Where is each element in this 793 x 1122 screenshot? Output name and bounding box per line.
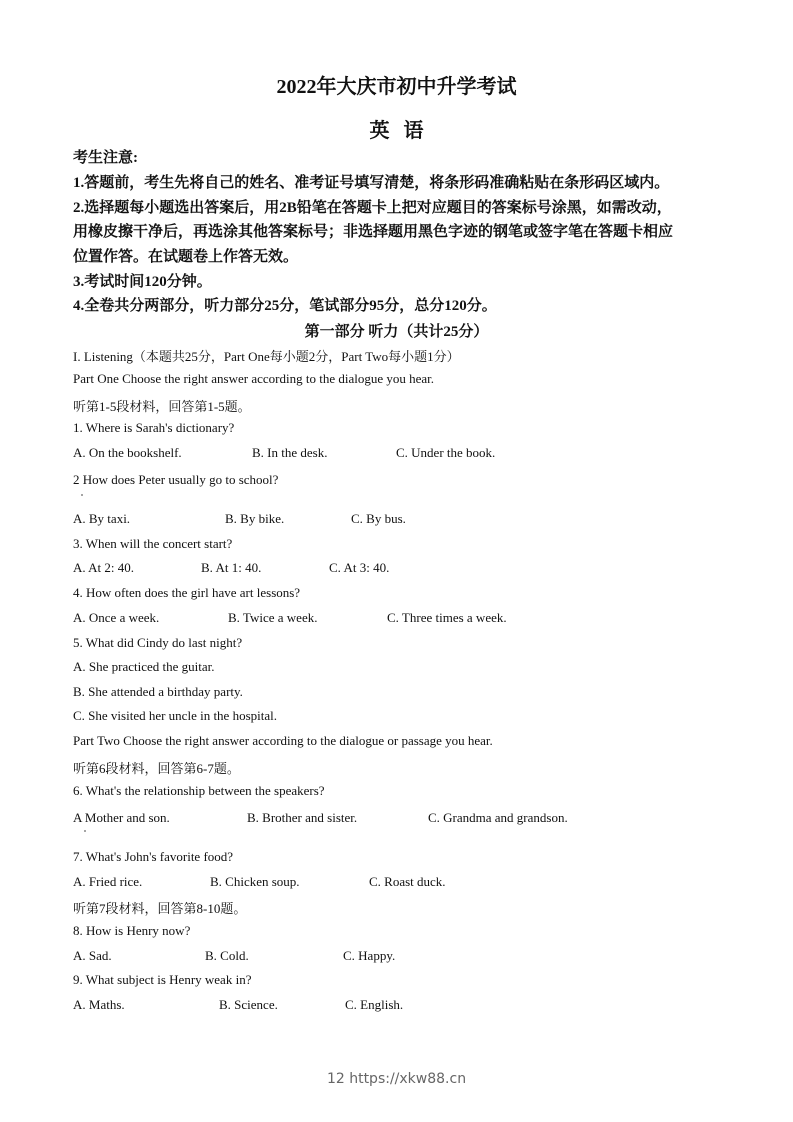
q8-option-c: C. Happy. — [343, 948, 396, 963]
q7-option-c: C. Roast duck. — [369, 874, 446, 889]
question-3: 3. When will the concert start? — [73, 536, 233, 551]
material-7: 听第7段材料，回答第8-10题。 — [73, 901, 247, 916]
question-8: 8. How is Henry now? — [73, 923, 191, 938]
question-5: 5. What did Cindy do last night? — [73, 635, 243, 650]
question-9: 9. What subject is Henry weak in? — [73, 972, 252, 987]
q9-option-b: B. Science. — [219, 997, 278, 1012]
q3-option-c: C. At 3: 40. — [329, 560, 390, 575]
q1-option-c: C. Under the book. — [396, 445, 496, 460]
notice-item-2-end: 位置作答。在试题卷上作答无效。 — [73, 249, 299, 265]
page-footer: 12 https://xkw88.cn — [326, 1071, 467, 1087]
part-two-instruction: Part Two Choose the right answer according to the dialogue or passage you hear. — [73, 733, 493, 748]
exam-subject: 英语 — [369, 120, 438, 142]
q7-option-a: A. Fried rice. — [73, 874, 143, 889]
part-one-material: 听第1-5段材料，回答第1-5题。 — [73, 399, 251, 414]
q1-option-a: A. On the bookshelf. — [73, 445, 182, 460]
question-2: 2 How does Peter usually go to school? — [73, 472, 279, 487]
q7-option-b: B. Chicken soup. — [210, 874, 300, 889]
q3-option-a: A. At 2: 40. — [73, 560, 135, 575]
q8-option-a: A. Sad. — [73, 948, 112, 963]
stray-dot — [81, 494, 83, 496]
q3-option-b: B. At 1: 40. — [201, 560, 262, 575]
notice-heading: 考生注意: — [73, 150, 138, 166]
q2-option-c: C. By bus. — [351, 511, 406, 526]
exam-title: 2022年大庆市初中升学考试 — [276, 76, 517, 98]
notice-item-2-cont: 用橡皮擦干净后，再选涂其他答案标号；非选择题用黑色字迹的钢笔或签字笔在答题卡相应 — [73, 224, 674, 240]
q4-option-a: A. Once a week. — [73, 610, 160, 625]
q6-option-c: C. Grandma and grandson. — [428, 810, 568, 825]
notice-item-1: 1.答题前，考生先将自己的姓名、准考证号填写清楚，将条形码准确粘贴在条形码区域内。 — [73, 175, 670, 191]
q4-option-c: C. Three times a week. — [387, 610, 507, 625]
stray-dot — [84, 830, 86, 832]
notice-item-4: 4.全卷共分两部分，听力部分25分，笔试部分95分，总分120分。 — [73, 298, 497, 314]
q9-option-a: A. Maths. — [73, 997, 125, 1012]
part-one-instruction: Part One Choose the right answer according to the dialogue you hear. — [73, 371, 435, 386]
q8-option-b: B. Cold. — [205, 948, 249, 963]
q5-option-c: C. She visited her uncle in the hospital. — [73, 708, 277, 723]
question-1: 1. Where is Sarah's dictionary? — [73, 420, 235, 435]
q9-option-c: C. English. — [345, 997, 404, 1012]
notice-item-2: 2.选择题每小题选出答案后，用2B铅笔在答题卡上把对应题目的答案标号涂黑，如需改动， — [73, 200, 672, 216]
q2-option-b: B. By bike. — [225, 511, 285, 526]
section-title: 第一部分 听力（共计25分） — [304, 324, 489, 340]
notice-item-3: 3.考试时间120分钟。 — [73, 274, 212, 290]
q1-option-b: B. In the desk. — [252, 445, 328, 460]
q5-option-b: B. She attended a birthday party. — [73, 684, 243, 699]
listening-header: I. Listening（本题共25分，Part One每小题2分，Part Two每小题1分） — [73, 349, 460, 364]
q6-option-b: B. Brother and sister. — [247, 810, 358, 825]
question-4: 4. How often does the girl have art lessons? — [73, 585, 301, 600]
q2-option-a: A. By taxi. — [73, 511, 131, 526]
question-6: 6. What's the relationship between the speakers? — [73, 783, 325, 798]
q4-option-b: B. Twice a week. — [228, 610, 318, 625]
material-6: 听第6段材料，回答第6-7题。 — [73, 761, 240, 776]
q6-option-a: A Mother and son. — [73, 810, 170, 825]
question-7: 7. What's John's favorite food? — [73, 849, 234, 864]
q5-option-a: A. She practiced the guitar. — [73, 659, 215, 674]
